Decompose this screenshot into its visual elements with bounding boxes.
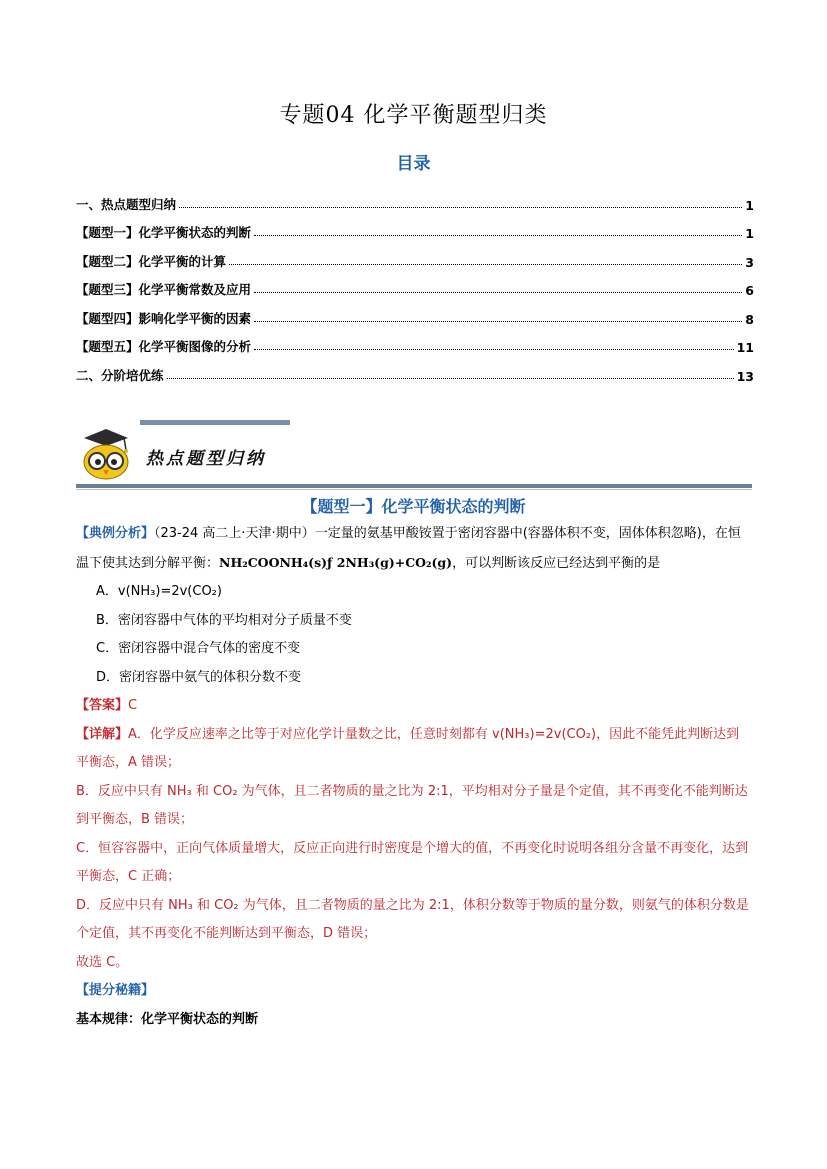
answer-value: C [128,698,138,713]
option-b[interactable]: B．密闭容器中气体的平均相对分子质量不变 [96,612,352,628]
detail-d: D．反应中只有 NH₃ 和 CO₂ 为气体，且二者物质的量之比为 2:1，体积分数等于物质的量分数，则氨气的体积分数是个定值，其不再变化不能判断达到平衡态，D 错误； [76,897,749,941]
toc-entry-label: 一、热点题型归纳 [76,196,177,212]
toc-entry-page: 1 [745,226,754,241]
answer-tag: 【答案】 [76,698,129,713]
toc-entry-label: 二、分阶培优练 [76,367,164,383]
section-heading: 【题型一】化学平衡状态的判断 [301,497,526,516]
detail-a-text: A．化学反应速率之比等于对应化学计量数之比，任意时刻都有 v(NH₃)=2v(CO₂)，因此不能凭此判断达到平衡态，A 错误； [76,726,740,770]
toc-entry-label: 【题型五】化学平衡图像的分析 [76,339,252,354]
owl-scholar-icon [80,426,132,482]
toc-entry-page: 1 [745,197,754,213]
toc-entry-page: 11 [736,340,754,355]
example-question [76,520,752,1034]
example-stem [76,520,752,578]
toc-entry[interactable] [76,241,754,270]
detail-conclusion: 故选 C。 [76,954,129,970]
example-text-before: （23-24 高二上·天津·期中）一定量的氨基甲酸铵置于密闭容器中(容器体积不变，固体体积忽略)，在恒温下使其达到分解平衡： [76,526,741,571]
detail-tag: 【详解】 [76,726,129,742]
banner-divider-thin [76,489,752,490]
toc-entry[interactable] [76,298,754,327]
toc-leader-dots [229,264,742,265]
tips-rule: 基本规律：化学平衡状态的判断 [76,1011,259,1027]
table-of-contents [76,184,754,384]
example-text-after: ，可以判断该反应已经达到平衡的是 [452,555,661,571]
toc-heading: 目录 [396,154,431,174]
example-tag: 【典例分析】 [76,526,155,541]
section-banner [76,418,752,493]
toc-leader-dots [179,207,742,208]
toc-entry[interactable] [76,270,754,299]
banner-title: 热点题型归纳 [146,449,266,469]
toc-leader-dots [167,378,734,379]
reaction-equation: NH₂COONH₄(s)ƒ 2NH₃(g)+CO₂(g) [219,554,453,570]
detail-a [76,721,752,778]
toc-entry[interactable] [76,355,754,384]
detail-c: C．恒容容器中，正向气体质量增大，反应正向进行时密度是个增大的值，不再变化时说明各组分含量不再变化，达到平衡态，C 正确； [76,840,749,884]
tips-heading: 【提分秘籍】 [76,983,155,998]
answer-line [76,692,752,721]
toc-entry[interactable] [76,184,754,213]
toc-leader-dots [254,321,742,322]
detail-b: B．反应中只有 NH₃ 和 CO₂ 为气体，且二者物质的量之比为 2:1，平均相对分子量是个定值，其不再变化不能判断达到平衡态，B 错误； [76,783,748,827]
toc-entry[interactable] [76,213,754,242]
toc-entry-page: 8 [745,311,754,327]
banner-top-bar [140,420,290,425]
page-title: 专题04 化学平衡题型归类 [279,103,548,128]
toc-entry-label: 【题型四】影响化学平衡的因素 [76,310,252,326]
banner-divider [76,484,752,488]
option-d[interactable]: D．密闭容器中氨气的体积分数不变 [96,669,302,685]
toc-leader-dots [254,349,734,350]
option-a[interactable]: A．v(NH₃)=2v(CO₂) [96,584,222,599]
toc-entry-page: 13 [736,368,754,384]
toc-entry-label: 【题型三】化学平衡常数及应用 [76,282,252,297]
option-c[interactable]: C．密闭容器中混合气体的密度不变 [96,641,301,656]
toc-entry-page: 6 [745,283,754,298]
toc-leader-dots [254,235,742,236]
toc-entry[interactable] [76,327,754,356]
toc-entry-label: 【题型一】化学平衡状态的判断 [76,225,252,240]
toc-entry-label: 【题型二】化学平衡的计算 [76,253,227,269]
toc-leader-dots [254,292,742,293]
toc-entry-page: 3 [745,254,754,270]
